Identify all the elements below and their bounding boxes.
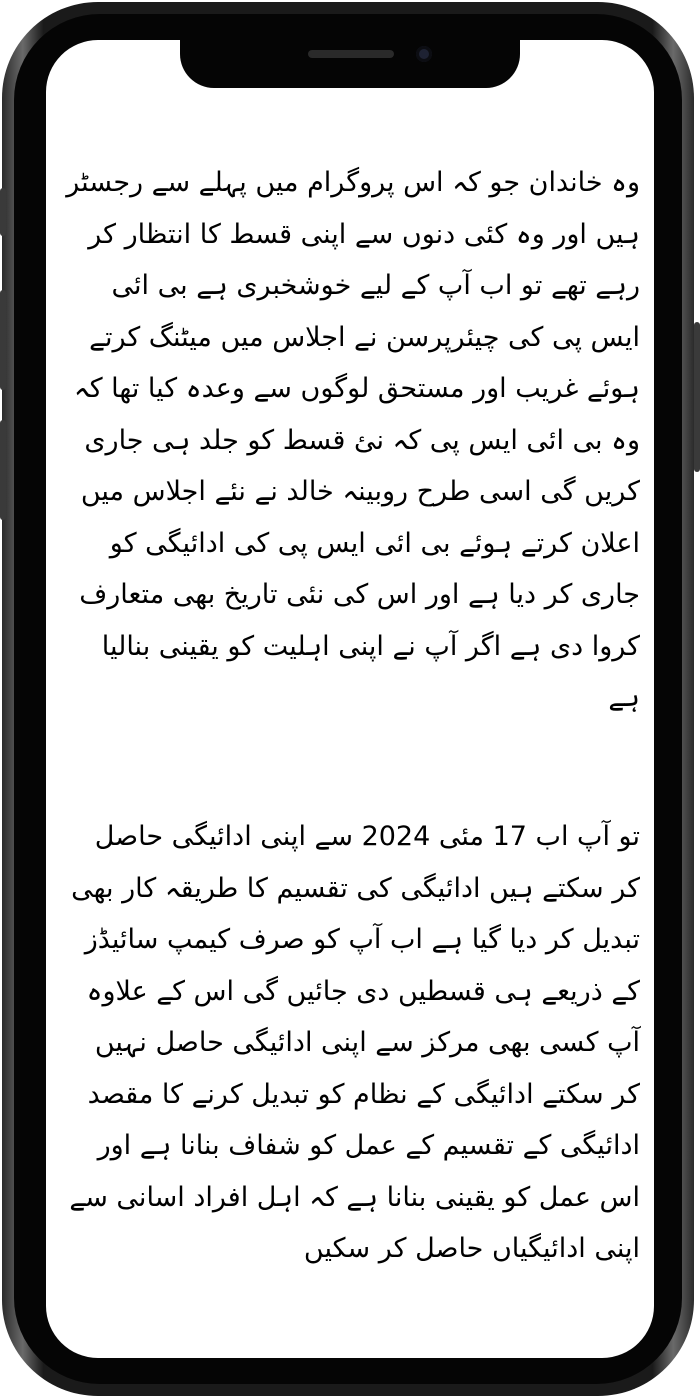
article-paragraph-1: وہ خاندان جو کہ اس پروگرام میں پہلے سے رجسٹر ہیں اور وہ کئی دنوں سے اپنی قسط کا انتظار کر رہے تھے تو اب آپ کے لیے خوشخبری ہے بی ائی ایس پی کی چیئرپرسن نے اجلاس میں میٹنگ کرتے ہوئے غریب اور مستحق لوگوں سے وعدہ کیا تھا کہ وہ بی ائی ایس پی کہ نئ قسط کو جلد ہی جاری کریں گی اسی طرح روبینہ خالد نے نئے اجلاس میں اعلان کرتے ہوئے بی ائی ایس پی کی ادائیگی کو جاری کر دیا ہے اور اس کی نئی تاریخ بھی متعارف کروا دی ہے اگر آپ نے اپنی اہلیت کو یقینی بنالیا ہے bbox=[66, 167, 640, 713]
speaker-grille-icon bbox=[308, 50, 394, 58]
power-button bbox=[694, 322, 700, 472]
volume-up-button bbox=[0, 188, 6, 236]
article-paragraph-2: تو آپ اب 17 مئی 2024 سے اپنی ادائیگی حاصل کر سکتے ہیں ادائیگی کی تقسیم کا طریقہ کار بھی تبدیل کر دیا گیا ہے اب آپ کو صرف کیمپ سائیڈز کے ذریعے ہی قسطیں دی جائیں گی اس کے علاوہ آپ کسی بھی مرکز سے اپنی ادائیگی حاصل نہیں کر سکتے ادائیگی کے نظام کو تبدیل کرنے کا مقصد ادائیگی کے تقسیم کے عمل کو شفاف بنانا ہے اور اس عمل کو یقینی بنانا ہے کہ اہل افراد اسانی سے اپنی ادائیگیاں حاصل کر سکیں bbox=[69, 821, 640, 1264]
volume-down-button bbox=[0, 290, 6, 390]
silent-switch bbox=[0, 420, 6, 520]
front-camera-icon bbox=[416, 46, 432, 62]
